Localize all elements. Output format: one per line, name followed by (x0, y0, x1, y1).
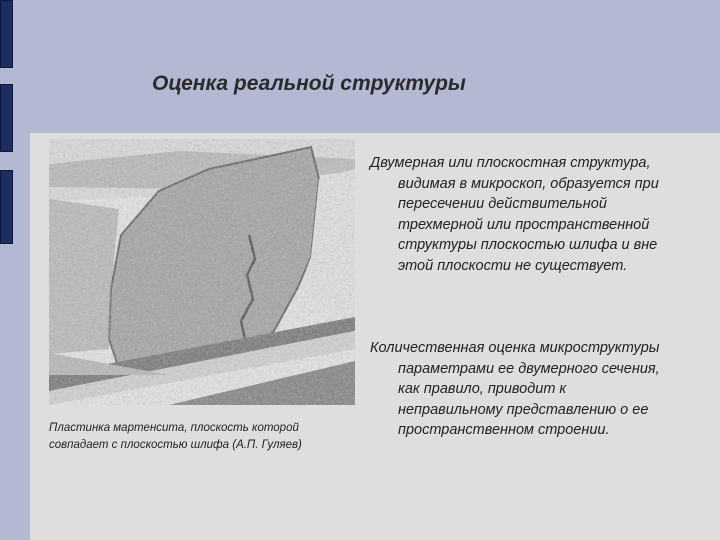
paragraph-2d-structure: Двумерная или плоскостная структура, видимая в микроскоп, образуется при пересечении действительной трехмерной или пространственной структуры плоскостью шлифа и вне этой плоскости не существует. (370, 155, 659, 274)
figure-caption: Пластинка мартенсита, плоскость которой совпадает с плоскостью шлифа (А.П. Гуляев) (49, 422, 302, 451)
edge-bar-middle (0, 84, 13, 152)
slide-title: Оценка реальной структуры (152, 72, 466, 95)
martensite-micrograph (49, 139, 355, 405)
edge-bar-top (0, 0, 13, 68)
edge-bar-bottom (0, 170, 13, 244)
paragraph-quantitative-evaluation: Количественная оценка микроструктуры параметрами ее двумерного сечения, как правило, приводит к неправильному представлению о ее пространственном строении. (370, 340, 660, 438)
